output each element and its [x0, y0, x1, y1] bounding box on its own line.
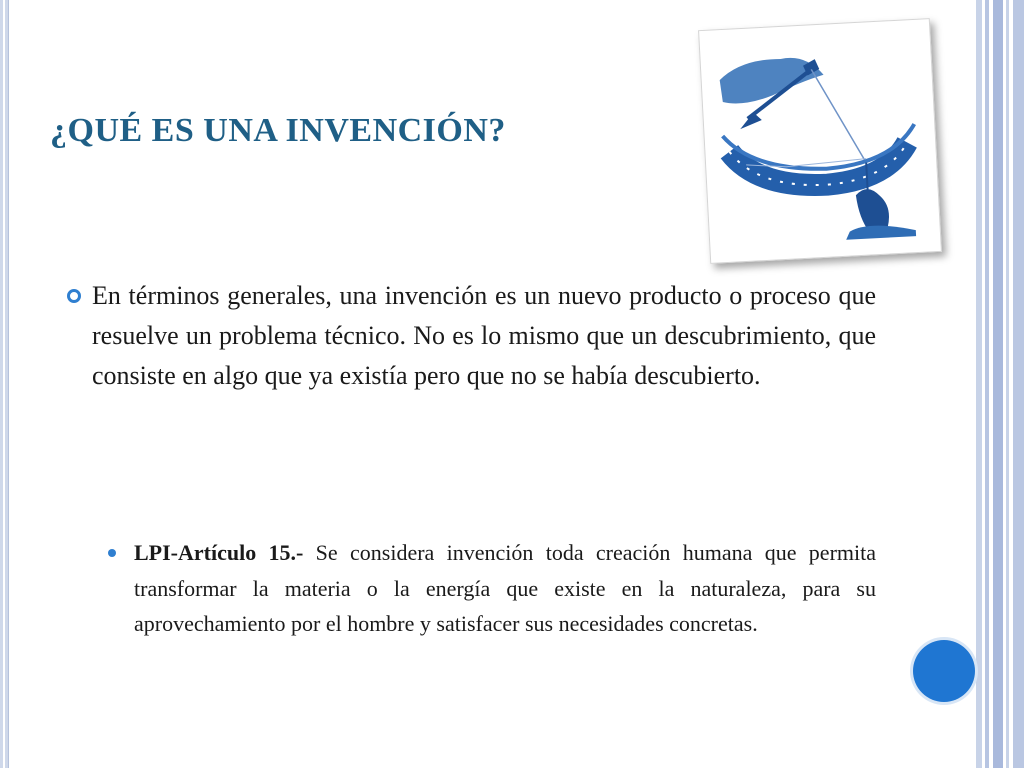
blue-circle-icon	[913, 640, 975, 702]
sub-paragraph	[134, 535, 876, 642]
ring-bullet-icon	[66, 288, 82, 304]
slide-title: ¿QUÉ ES UNA INVENCIÓN?	[50, 112, 506, 149]
right-frame-stripe	[985, 0, 989, 768]
left-frame-border	[0, 0, 9, 768]
dot-bullet-icon	[108, 549, 116, 557]
right-frame-stripe	[976, 0, 982, 768]
right-frame-stripe	[993, 0, 1003, 768]
invention-photo	[698, 18, 942, 264]
right-frame-stripe	[1013, 0, 1024, 768]
sub-paragraph-label: LPI-Artículo 15.-	[134, 540, 304, 565]
main-paragraph: En términos generales, una invención es un nuevo producto o proceso que resuelve un problema técnico. No es lo mismo que un descubrimiento, que consiste en algo que ya existía pero que no se había descubierto.	[92, 281, 876, 390]
sub-paragraph-text: Se considera invención toda creación humana que permita transformar la materia o la energía que existe en la naturaleza, para su aprovechamiento por el hombre y satisfacer sus necesidades concretas.	[134, 540, 876, 636]
right-frame-stripe	[1006, 0, 1009, 768]
gauge-illustration	[710, 30, 931, 253]
